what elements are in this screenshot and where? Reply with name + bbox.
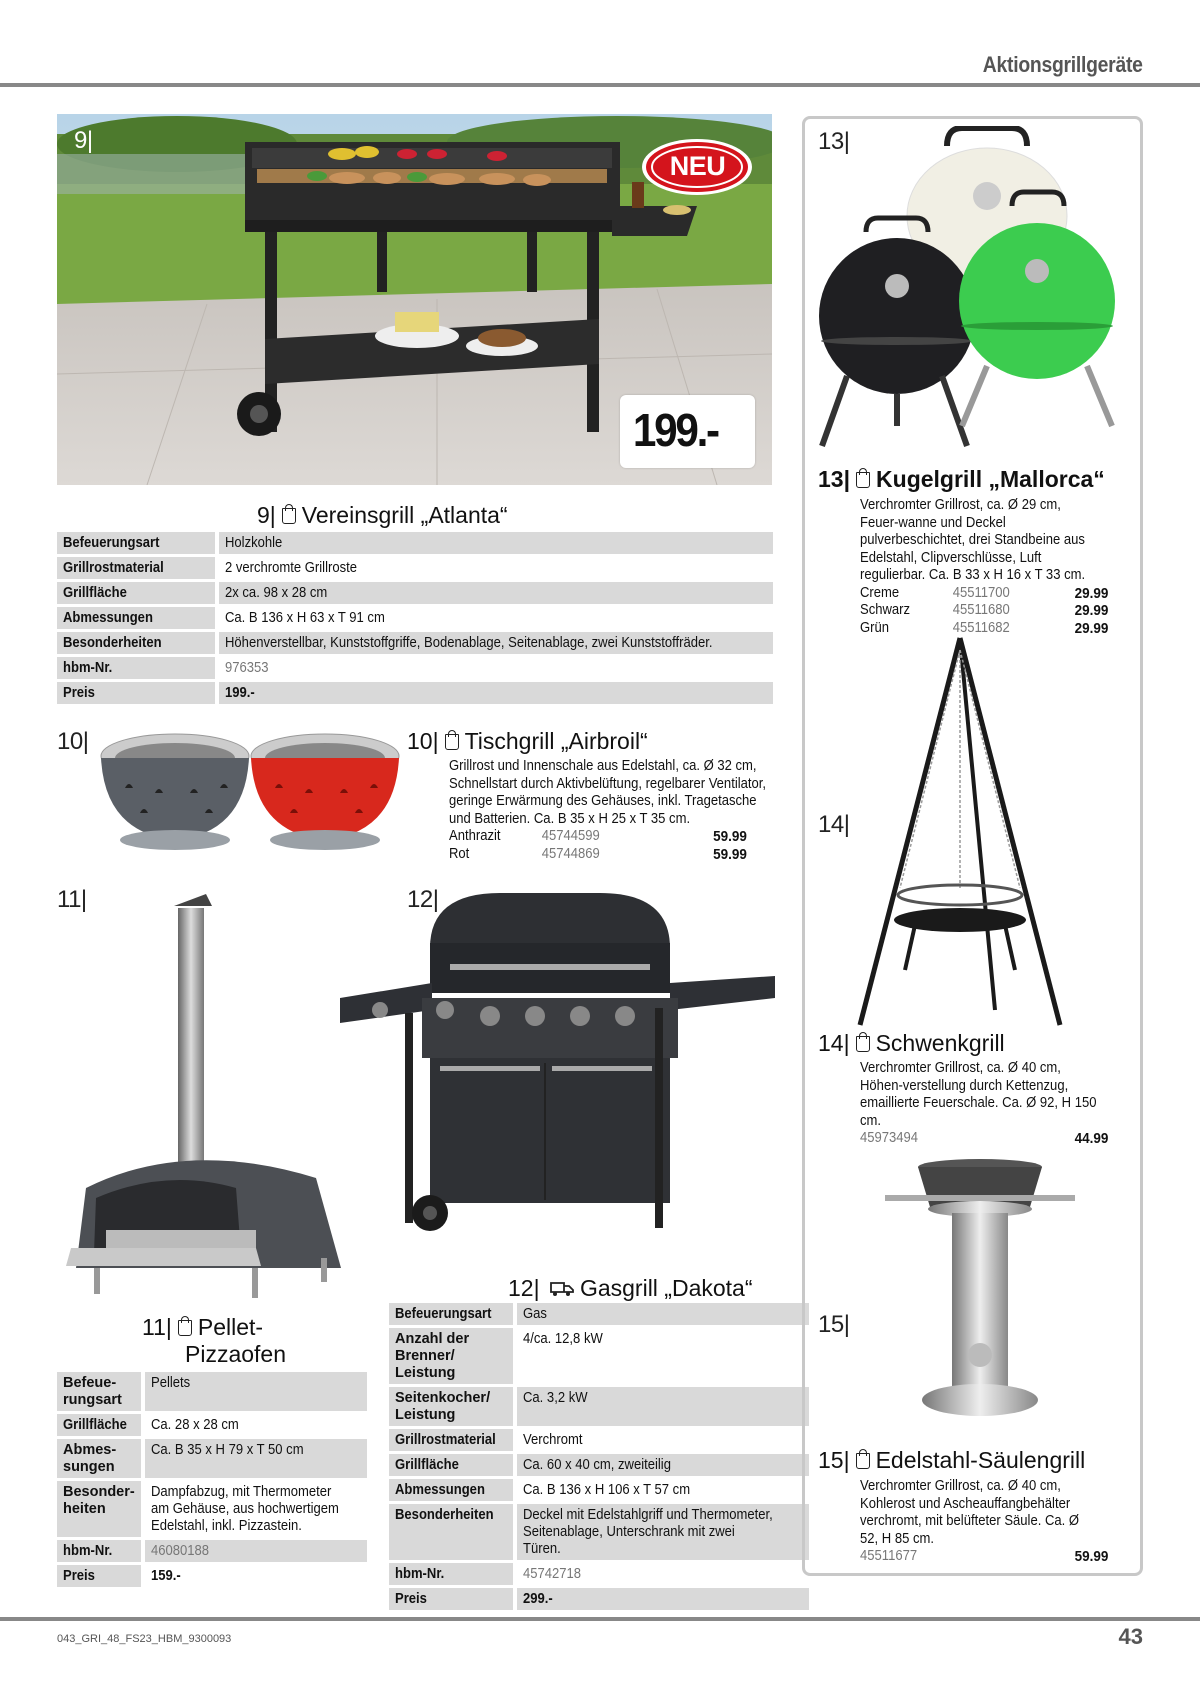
product-13-title xyxy=(818,466,1105,493)
variant-row: Anthrazit 45744599 59.99 xyxy=(449,828,747,845)
product-11-title-line1: Pellet- xyxy=(197,1314,264,1340)
variant-row: 45511677 59.99 xyxy=(860,1548,1109,1565)
product-15-info xyxy=(860,1478,1130,1566)
product-12-spec-table xyxy=(389,1300,809,1613)
footer-code: 043_GRI_48_FS23_HBM_9300093 xyxy=(57,1633,232,1645)
shopping-bag-icon xyxy=(856,472,870,488)
product-14-description: Verchromter Grillrost, ca. Ø 40 cm, Höhen-verstellung durch Kettenzug, emaillierte Feuerschale. Ca. Ø 92, H 150 cm. xyxy=(860,1060,1097,1129)
table-row: Anzahl der Brenner/ Leistung 4/ca. 12,8 kW xyxy=(389,1328,809,1384)
product-15-title-text: Edelstahl-Säulengrill xyxy=(875,1447,1086,1473)
product-12-title xyxy=(508,1275,753,1302)
product-11-spec-table xyxy=(57,1369,367,1590)
product-9-spec-table xyxy=(57,529,773,707)
product-11-image xyxy=(66,888,346,1308)
table-row: Preis 199.- xyxy=(57,682,773,704)
product-10-number: 10| xyxy=(57,728,89,755)
product-13-image xyxy=(812,126,1132,456)
table-row: Abmessungen Ca. B 136 x H 63 x T 91 cm xyxy=(57,607,773,629)
table-row: Besonderheiten Höhenverstellbar, Kunststoffgriffe, Bodenablage, Seitenablage, zwei Kunststoffräder. xyxy=(57,632,773,654)
shopping-bag-icon xyxy=(178,1320,192,1336)
new-badge-label: NEU xyxy=(669,151,726,181)
product-12-title-text: Gasgrill „Dakota“ xyxy=(579,1275,753,1301)
product-10-title xyxy=(407,728,648,755)
product-9-title-number: 9| xyxy=(257,502,276,528)
header-divider xyxy=(0,83,1200,87)
table-row: Grillrostmaterial Verchromt xyxy=(389,1429,809,1451)
product-13-title-text: Kugelgrill „Mallorca“ xyxy=(876,466,1105,492)
product-11-title-line2: Pizzaofen xyxy=(185,1341,287,1367)
table-row: Befeuerungsart Holzkohle xyxy=(57,532,773,554)
product-15-title xyxy=(818,1447,1085,1474)
table-row: Grillfläche Ca. 60 x 40 cm, zweiteilig xyxy=(389,1454,809,1476)
delivery-truck-icon xyxy=(550,1276,574,1292)
product-15-description: Verchromter Grillrost, ca. Ø 40 cm, Kohlerost und Ascheauffangbehälter verchromt, mit belüfteter Säule. Ca. Ø 52, H 85 cm. xyxy=(860,1478,1080,1547)
product-13-description: Verchromter Grillrost, ca. Ø 29 cm, Feuer-wanne und Deckel pulverbeschichtet, drei Standbeine aus Edelstahl, Clipverschlüsse, Luft regulierbar. Ca. B 33 x H 16 x T 33 cm. xyxy=(860,497,1086,583)
table-row: hbm-Nr. 45742718 xyxy=(389,1563,809,1585)
table-row: Preis 159.- xyxy=(57,1565,367,1587)
product-13-title-number: 13| xyxy=(818,466,851,492)
product-12-number: 12| xyxy=(407,886,439,913)
product-11-title-number: 11| xyxy=(142,1314,172,1340)
table-row: Besonder-heiten Dampfabzug, mit Thermometer am Gehäuse, aus hochwertigem Edelstahl, inkl. Pizzastein. xyxy=(57,1481,367,1537)
product-9-title-text: Vereinsgrill „Atlanta“ xyxy=(301,502,508,528)
product-12-title-number: 12| xyxy=(508,1275,540,1301)
page-number: 43 xyxy=(1118,1624,1143,1649)
table-row: hbm-Nr. 976353 xyxy=(57,657,773,679)
table-row: Besonderheiten Deckel mit Edelstahlgriff und Thermometer, Seitenablage, Unterschrank mit zwei Türen. xyxy=(389,1504,809,1560)
product-14-title-number: 14| xyxy=(818,1030,850,1056)
product-10-title-text: Tischgrill „Airbroil“ xyxy=(464,728,648,754)
product-14-info xyxy=(860,1060,1130,1148)
variant-row: Schwarz 45511680 29.99 xyxy=(860,602,1109,619)
shopping-bag-icon xyxy=(856,1036,870,1052)
product-11-number: 11| xyxy=(57,886,87,913)
product-15-image xyxy=(880,1155,1080,1435)
table-row: Abmes-sungen Ca. B 35 x H 79 x T 50 cm xyxy=(57,1439,367,1478)
footer-divider xyxy=(0,1617,1200,1621)
product-9-title xyxy=(257,502,508,529)
variant-row: 45973494 44.99 xyxy=(860,1130,1109,1147)
table-row: Befeue-rungsart Pellets xyxy=(57,1372,367,1411)
product-10-info xyxy=(449,758,774,863)
shopping-bag-icon xyxy=(282,508,296,524)
table-row: hbm-Nr. 46080188 xyxy=(57,1540,367,1562)
product-13-number: 13| xyxy=(818,128,850,155)
table-row: Grillfläche Ca. 28 x 28 cm xyxy=(57,1414,367,1436)
shopping-bag-icon xyxy=(856,1453,870,1469)
product-9-number: 9| xyxy=(74,127,93,154)
product-10-image xyxy=(95,728,405,868)
table-row: Befeuerungsart Gas xyxy=(389,1303,809,1325)
variant-row: Grün 45511682 29.99 xyxy=(860,619,1109,637)
variant-row: Creme 45511700 29.99 xyxy=(860,584,1109,602)
product-11-title xyxy=(142,1314,286,1368)
table-row: Preis 299.- xyxy=(389,1588,809,1610)
product-10-description: Grillrost und Innenschale aus Edelstahl, ca. Ø 32 cm, Schnellstart durch Aktivbelüftung, regelbarer Ventilator, geringe Erwärmung des Gehäuses, inkl. Tragetasche und Batterien. Ca. B 35 x H 25 x T 35 cm. xyxy=(449,758,767,827)
product-10-title-number: 10| xyxy=(407,728,439,754)
price-tag-value: 199.- xyxy=(632,404,718,456)
variant-row: Rot 45744869 59.99 xyxy=(449,845,747,863)
product-14-title xyxy=(818,1030,1005,1057)
product-13-info xyxy=(860,497,1130,637)
product-12-image xyxy=(340,888,775,1248)
price-tag xyxy=(620,395,755,468)
product-15-title-number: 15| xyxy=(818,1447,850,1473)
table-row: Grillrostmaterial 2 verchromte Grillroste xyxy=(57,557,773,579)
product-14-image xyxy=(855,630,1065,1030)
product-15-number: 15| xyxy=(818,1311,850,1338)
new-badge xyxy=(640,137,755,197)
table-row: Seitenkocher/ Leistung Ca. 3,2 kW xyxy=(389,1387,809,1426)
table-row: Abmessungen Ca. B 136 x H 106 x T 57 cm xyxy=(389,1479,809,1501)
product-14-title-text: Schwenkgrill xyxy=(875,1030,1005,1056)
product-14-number: 14| xyxy=(818,811,850,838)
shopping-bag-icon xyxy=(445,734,459,750)
table-row: Grillfläche 2x ca. 98 x 28 cm xyxy=(57,582,773,604)
page-title: Aktionsgrillgeräte xyxy=(983,52,1143,77)
